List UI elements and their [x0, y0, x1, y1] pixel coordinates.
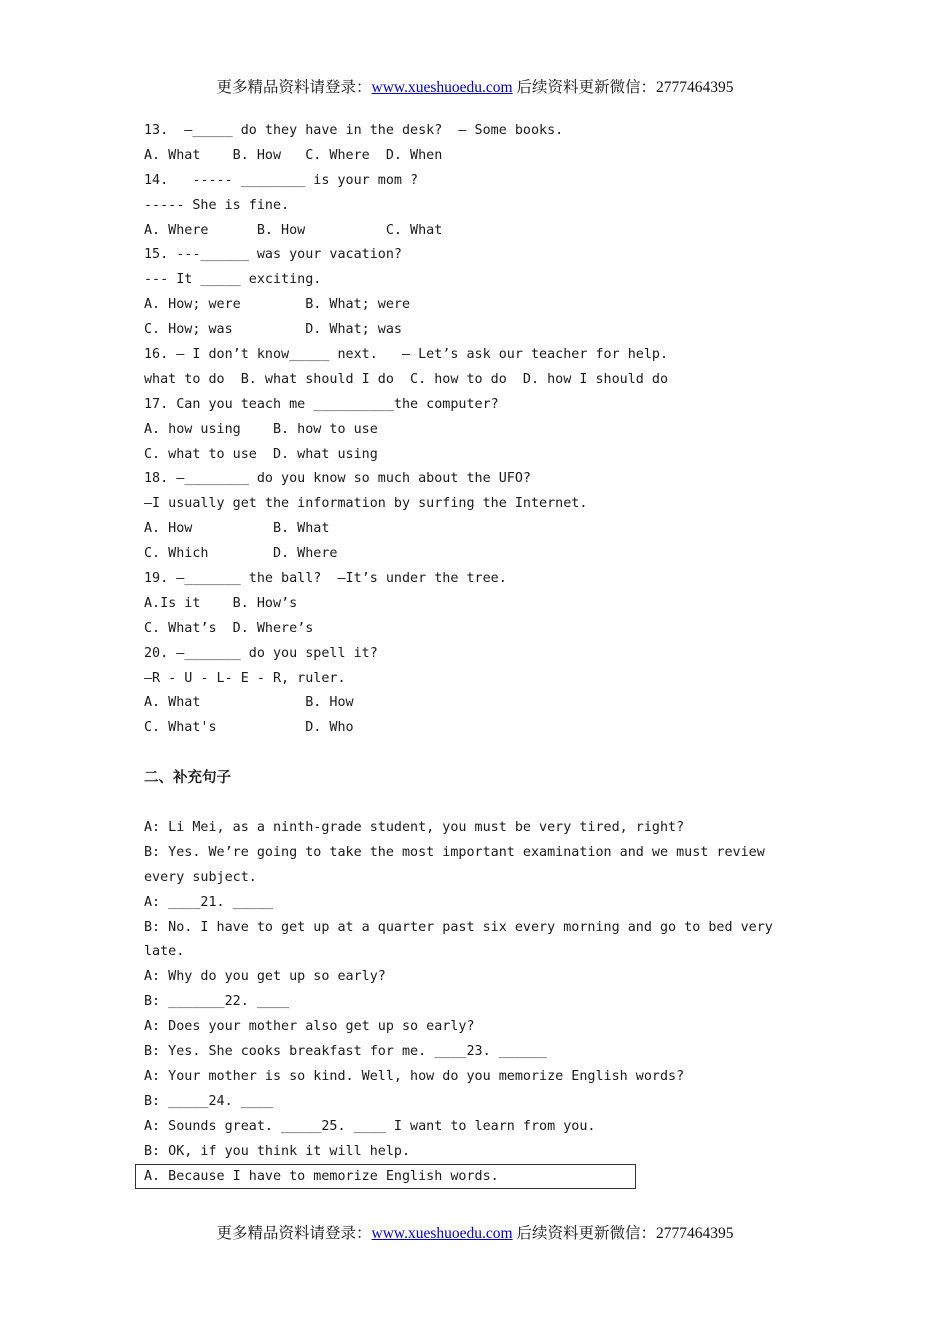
question-line: A. How B. What — [144, 521, 330, 537]
question-line: 18. —________ do you know so much about the UFO? — [144, 471, 531, 487]
dialogue-line: A: Your mother is so kind. Well, how do you memorize English words? — [144, 1068, 685, 1084]
question-line: C. How; was D. What; was — [144, 322, 402, 338]
dialogue-line: A: Does your mother also get up so early? — [144, 1019, 475, 1035]
footer-prefix: 更多精品资料请登录： — [216, 1225, 372, 1242]
header-link[interactable]: www.xueshuoedu.com — [371, 79, 513, 96]
dialogue-line: every subject. — [144, 869, 257, 885]
question-line: A.Is it B. How’s — [144, 595, 298, 611]
question-line: C. What's D. Who — [144, 720, 354, 736]
dialogue-line: A: Sounds great. _____25. ____ I want to learn from you. — [144, 1118, 596, 1134]
question-line: 13. —_____ do they have in the desk? — Some books. — [144, 123, 564, 138]
question-line: C. What’s D. Where’s — [144, 620, 314, 636]
question-line: A. Where B. How C. What — [144, 222, 443, 238]
question-line: —I usually get the information by surfing the Internet. — [144, 496, 588, 512]
spacer — [144, 791, 814, 816]
dialogue-line: late. — [144, 944, 185, 960]
document-body — [144, 119, 814, 1189]
header-prefix: 更多精品资料请登录： — [216, 79, 372, 96]
header-suffix: 后续资料更新微信：2777464395 — [512, 79, 734, 96]
question-line: ----- She is fine. — [144, 197, 290, 213]
question-line: A. how using B. how to use — [144, 421, 378, 437]
question-line: —R - U - L- E - R, ruler. — [144, 670, 346, 686]
dialogue-line: A: ____21. _____ — [144, 894, 273, 910]
question-line: A. What B. How — [144, 695, 354, 711]
dialogue-line: B: Yes. We’re going to take the most important examination and we must review — [144, 844, 765, 860]
footer-link[interactable]: www.xueshuoedu.com — [371, 1225, 513, 1242]
footer-suffix: 后续资料更新微信：2777464395 — [512, 1225, 734, 1242]
question-line: what to do B. what should I do C. how to do D. how I should do — [144, 371, 669, 387]
section-title: 二、补充句子 — [144, 770, 231, 787]
question-line: 14. ----- ________ is your mom ? — [144, 172, 419, 188]
spacer — [144, 741, 814, 766]
question-line: C. what to use D. what using — [144, 446, 378, 462]
dialogue-line: B: No. I have to get up at a quarter past six every morning and go to bed very — [144, 919, 773, 935]
question-line: A. How; were B. What; were — [144, 297, 411, 313]
question-line: A. What B. How C. Where D. When — [144, 147, 443, 163]
dialogue-line: B: _______22. ____ — [144, 994, 290, 1010]
dialogue-line: A: Why do you get up so early? — [144, 969, 386, 985]
dialogue-line: A: Li Mei, as a ninth-grade student, you must be very tired, right? — [144, 819, 685, 835]
option-box: A. Because I have to memorize English words. — [135, 1164, 636, 1189]
question-line: C. Which D. Where — [144, 546, 338, 562]
question-line: 17. Can you teach me __________the computer? — [144, 396, 499, 412]
question-line: 16. — I don’t know_____ next. — Let’s ask our teacher for help. — [144, 347, 669, 363]
dialogue-block — [144, 816, 814, 1164]
question-line: 19. —_______ the ball? —It’s under the tree. — [144, 571, 507, 587]
questions-block — [144, 119, 814, 741]
question-line: 20. —_______ do you spell it? — [144, 645, 378, 661]
dialogue-line: B: Yes. She cooks breakfast for me. ____23. ______ — [144, 1043, 548, 1059]
dialogue-line: B: OK, if you think it will help. — [144, 1143, 411, 1159]
dialogue-line: B: _____24. ____ — [144, 1093, 273, 1109]
question-line: --- It _____ exciting. — [144, 272, 322, 288]
page-header — [0, 75, 950, 97]
question-line: 15. ---______ was your vacation? — [144, 247, 402, 263]
page-footer — [0, 1221, 950, 1243]
